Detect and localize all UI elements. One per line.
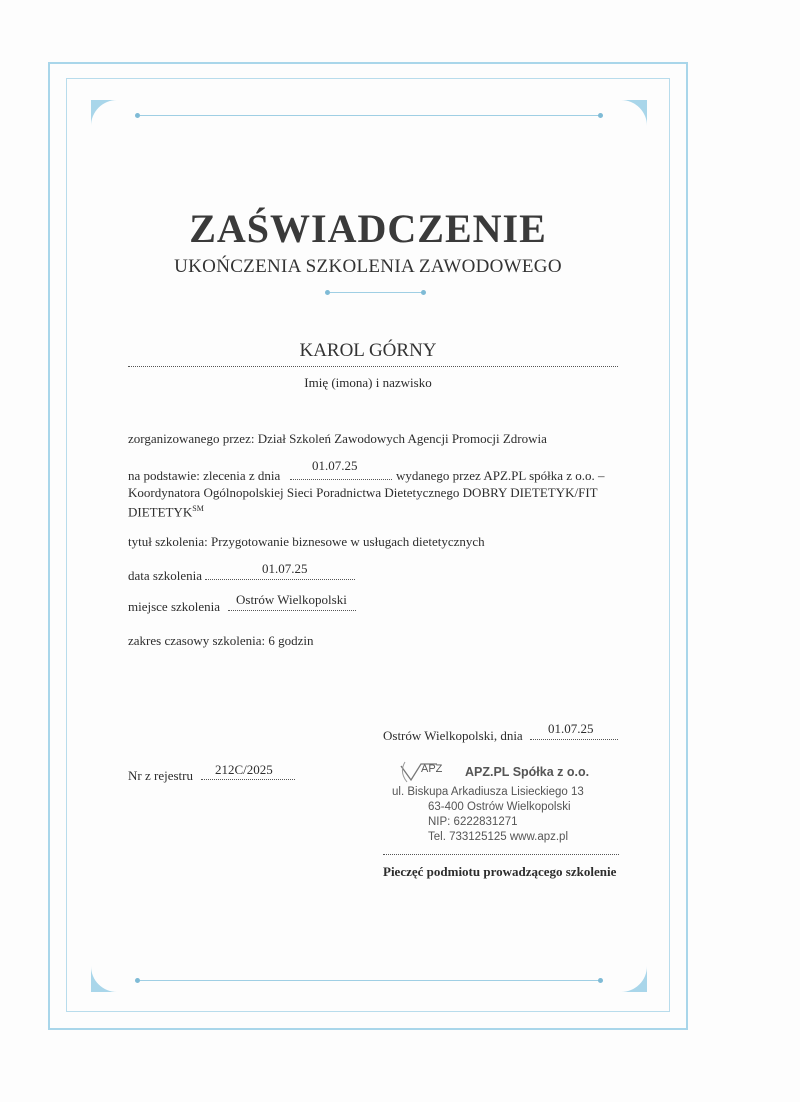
top-rule-dot-left	[135, 113, 140, 118]
company-logo-text: APZ	[421, 763, 443, 775]
top-rule	[140, 115, 600, 116]
recipient-caption: Imię (imona) i nazwisko	[304, 375, 432, 390]
corner-ornament-top-left	[91, 100, 117, 126]
training-date-label: data szkolenia	[128, 568, 202, 583]
training-place-line	[228, 610, 356, 611]
corner-ornament-top-right	[621, 100, 647, 126]
top-rule-dot-right	[598, 113, 603, 118]
company-logo	[397, 758, 447, 788]
place-date-line	[530, 739, 618, 740]
basis-line-2: Koordynatora Ogólnopolskiej Sieci Poradnictwa Dietetycznego DOBRY DIETETYK/FIT	[128, 485, 598, 500]
corner-ornament-bottom-right	[621, 966, 647, 992]
recipient-name: KAROL GÓRNY	[299, 340, 437, 361]
stamp-contact: Tel. 733125125 www.apz.pl	[428, 831, 569, 843]
stamp-company: APZ.PL Spółka z o.o.	[465, 765, 590, 779]
training-duration: zakres czasowy szkolenia: 6 godzin	[128, 633, 314, 648]
title-divider	[330, 292, 422, 293]
basis-prefix: na podstawie: zlecenia z dnia	[128, 468, 281, 483]
bottom-rule-dot-right	[598, 978, 603, 983]
document-title: ZAŚWIADCZENIE	[189, 206, 547, 251]
stamp-street: ul. Biskupa Arkadiusza Lisieckiego 13	[392, 786, 584, 798]
registry-value: 212C/2025	[215, 762, 273, 777]
place-date-label: Ostrów Wielkopolski, dnia	[383, 728, 523, 743]
place-date-value: 01.07.25	[548, 721, 594, 736]
training-place-label: miejsce szkolenia	[128, 599, 221, 614]
bottom-rule	[140, 980, 600, 981]
training-title: tytuł szkolenia: Przygotowanie biznesowe w usługach dietetycznych	[128, 534, 485, 549]
stamp-city: 63-400 Ostrów Wielkopolski	[428, 801, 571, 813]
corner-ornament-bottom-left	[91, 966, 117, 992]
training-date-value: 01.07.25	[262, 561, 308, 576]
stamp-nip: NIP: 6222831271	[428, 816, 518, 828]
registry-label: Nr z rejestru	[128, 768, 193, 783]
recipient-name-line	[128, 366, 618, 367]
stamp-signature-line	[383, 854, 619, 855]
basis-suffix: wydanego przez APZ.PL spółka z o.o. –	[396, 468, 605, 483]
document-subtitle: UKOŃCZENIA SZKOLENIA ZAWODOWEGO	[174, 256, 562, 277]
bottom-rule-dot-left	[135, 978, 140, 983]
title-divider-dot-left	[325, 290, 330, 295]
training-place-value: Ostrów Wielkopolski	[236, 592, 347, 607]
basis-date-line	[290, 479, 392, 480]
basis-date: 01.07.25	[312, 458, 358, 473]
title-divider-dot-right	[421, 290, 426, 295]
registry-line	[201, 779, 295, 780]
training-date-line	[205, 579, 355, 580]
organizer-line: zorganizowanego przez: Dział Szkoleń Zawodowych Agencji Promocji Zdrowia	[128, 431, 547, 446]
basis-line-3: DIETETYK℠	[128, 504, 204, 520]
stamp-caption: Pieczęć podmiotu prowadzącego szkolenie	[383, 864, 617, 879]
